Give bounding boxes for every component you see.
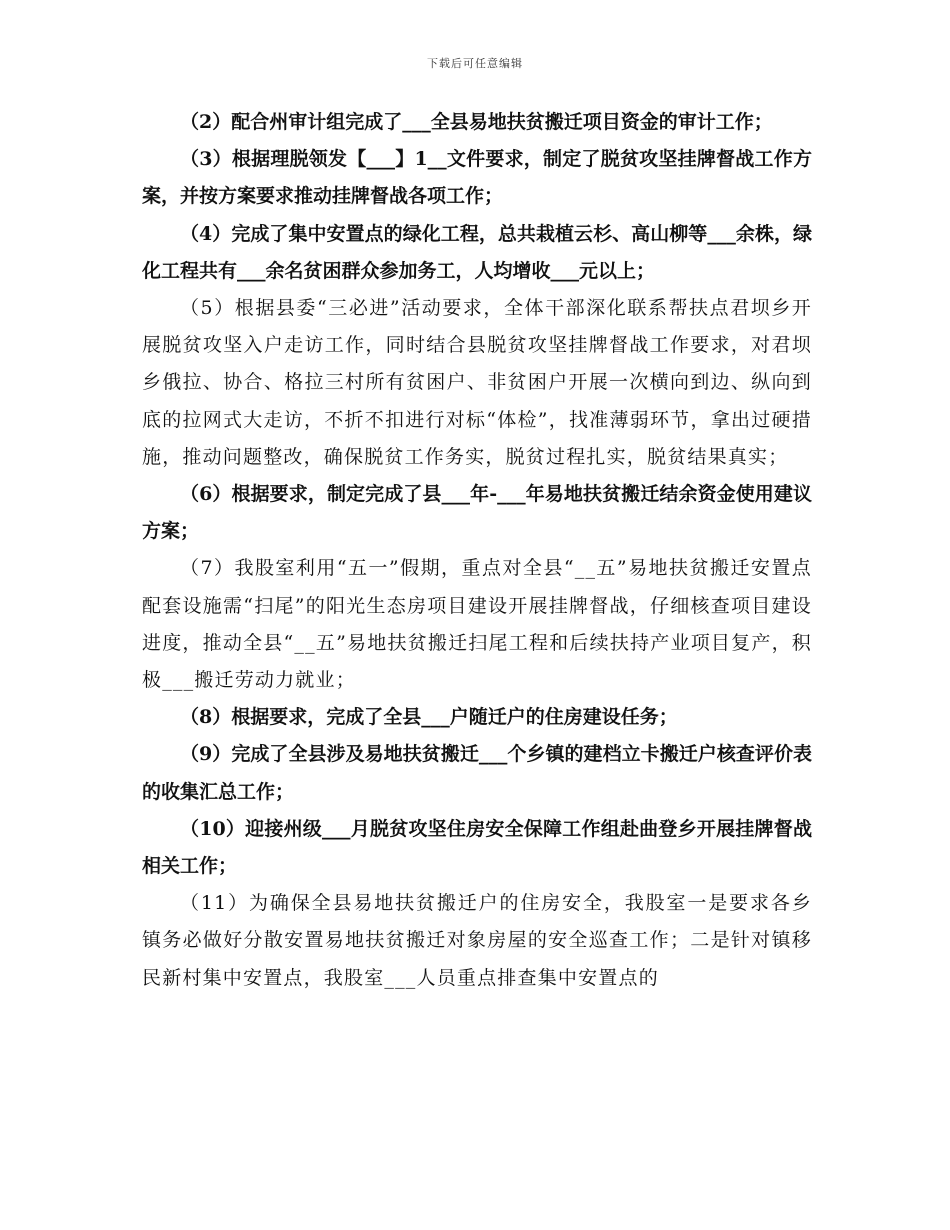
paragraph-item-2: （2）配合州审计组完成了___全县易地扶贫搬迁项目资金的审计工作； [180,111,773,133]
page-header: 下载后可任意编辑 [427,57,523,70]
paragraph-item-11: （11）为确保全县易地扶贫搬迁户的住房安全，我股室一是要求各乡镇务必做好分散安置易地扶贫搬迁对象房屋的安全巡查工作；二是针对镇移民新村集中安置点，我股室___人员重点排查集中安置点的 [142,892,812,989]
paragraph-item-3: （3）根据理脱领发【___】1__文件要求，制定了脱贫攻坚挂牌督战工作方案，并按方案要求推动挂牌督战各项工作； [142,148,812,208]
paragraph-item-8: （8）根据要求，完成了全县___户随迁户的住房建设任务； [180,706,678,729]
paragraph-item-9: （9）完成了全县涉及易地扶贫搬迁___个乡镇的建档立卡搬迁户核查评价表的收集汇总工作； [142,743,812,803]
paragraph-item-10: （10）迎接州级___月脱贫攻坚住房安全保障工作组赴曲登乡开展挂牌督战相关工作； [142,817,812,878]
document-body [142,104,812,997]
paragraph-item-5: （5）根据县委“三必进”活动要求，全体干部深化联系帮扶点君坝乡开展脱贫攻坚入户走访工作，同时结合县脱贫攻坚挂牌督战工作要求，对君坝乡俄拉、协合、格拉三村所有贫困户、非贫困户开展一次横向到边、纵向到底的拉网式大走访，不折不扣进行对标“体检”，找准薄弱环节，拿出过硬措施，推动问题整改，确保脱贫工作务实，脱贫过程扎实，脱贫结果真实； [142,297,812,468]
paragraph-item-6: （6）根据要求，制定完成了县___年-___年易地扶贫搬迁结余资金使用建议方案； [142,483,812,543]
paragraph-item-7: （7）我股室利用“五一”假期，重点对全县“__五”易地扶贫搬迁安置点配套设施需“扫尾”的阳光生态房项目建设开展挂牌督战，仔细核查项目建设进度，推动全县“__五”易地扶贫搬迁扫尾工程和后续扶持产业项目复产，积极___搬迁劳动力就业； [142,557,812,692]
paragraph-item-4: （4）完成了集中安置点的绿化工程，总共栽植云杉、高山柳等___余株，绿化工程共有___余名贫困群众参加务工，人均增收___元以上； [142,222,812,282]
